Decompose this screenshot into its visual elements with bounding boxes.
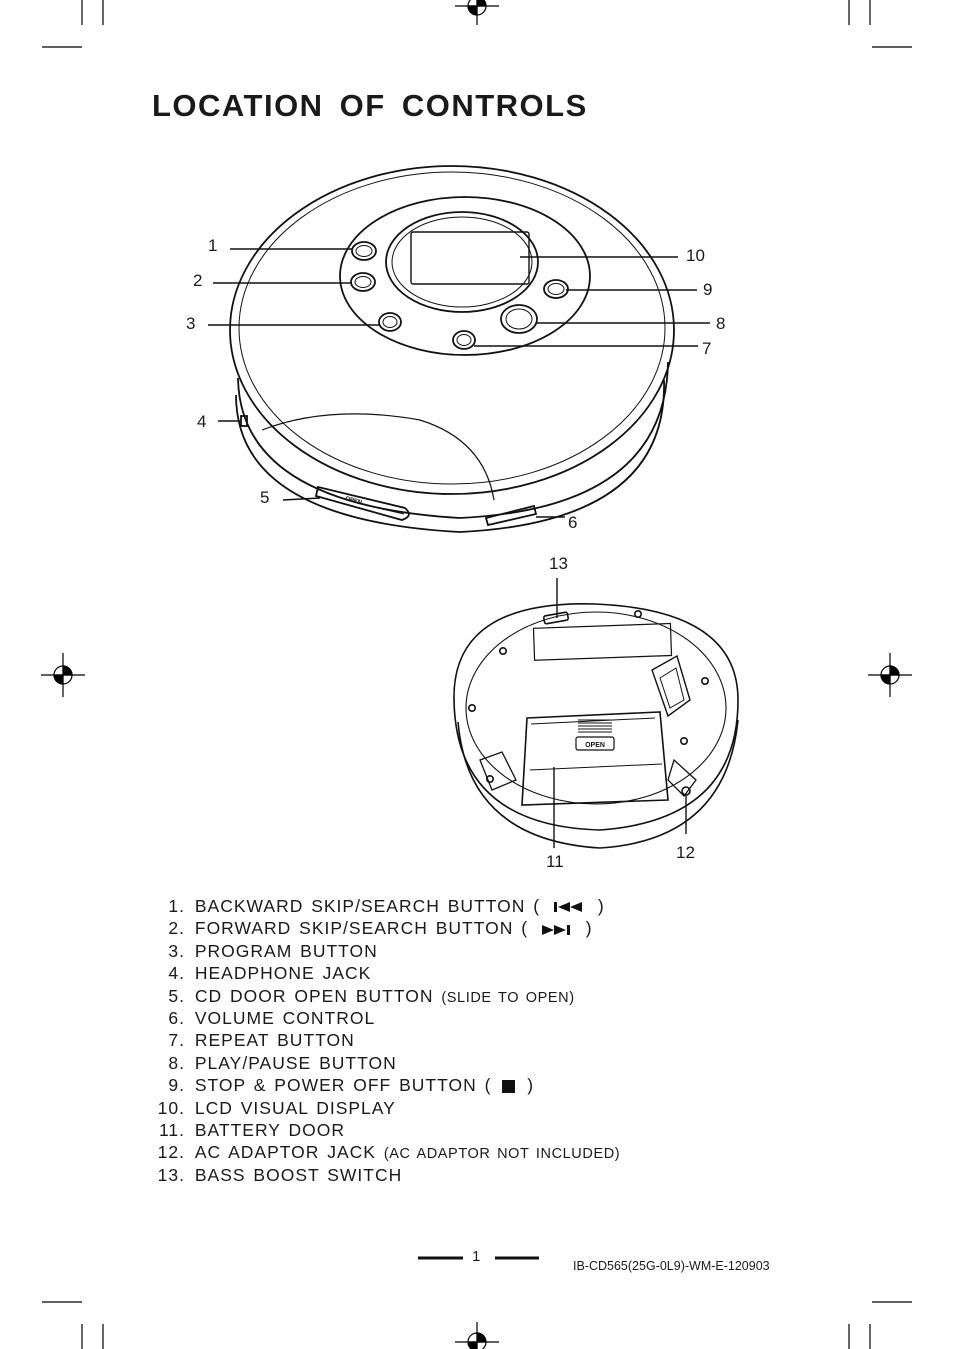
list-item: 9. STOP & POWER OFF BUTTON ( ) xyxy=(168,1075,535,1096)
callout-2: 2 xyxy=(193,271,203,290)
list-item: 2. FORWARD SKIP/SEARCH BUTTON ( ) xyxy=(168,918,593,939)
callout-4: 4 xyxy=(197,412,207,431)
open-tab-label: OPEN xyxy=(585,742,605,749)
list-item: 5. CD DOOR OPEN BUTTON (SLIDE TO OPEN) xyxy=(168,985,575,1006)
list-item: 13. BASS BOOST SWITCH xyxy=(157,1164,403,1185)
document-code: IB-CD565(25G-0L9)-WM-E-120903 xyxy=(573,1259,770,1273)
callout-8: 8 xyxy=(716,314,726,333)
callout-6: 6 xyxy=(568,513,578,532)
page-number: 1 xyxy=(472,1248,481,1265)
slide-open-label: OPEN xyxy=(344,496,363,507)
list-item: 3. PROGRAM BUTTON xyxy=(168,940,378,961)
callout-5: 5 xyxy=(260,488,270,507)
list-item: 10. LCD VISUAL DISPLAY xyxy=(157,1097,396,1118)
callout-9: 9 xyxy=(703,280,713,299)
list-item: 6. VOLUME CONTROL xyxy=(168,1007,376,1028)
list-item: 8. PLAY/PAUSE BUTTON xyxy=(168,1052,397,1073)
list-item: 7. REPEAT BUTTON xyxy=(168,1030,355,1051)
callout-11: 11 xyxy=(546,852,564,871)
list-item: 4. HEADPHONE JACK xyxy=(168,963,372,984)
list-item: 11. BATTERY DOOR xyxy=(158,1119,346,1140)
callout-13: 13 xyxy=(549,554,568,573)
page-title: LOCATION OF CONTROLS xyxy=(152,88,588,123)
callout-1: 1 xyxy=(208,236,218,255)
list-item: 1. BACKWARD SKIP/SEARCH BUTTON ( ) xyxy=(168,896,605,916)
callout-12: 12 xyxy=(676,843,695,862)
callout-3: 3 xyxy=(186,314,196,333)
callout-7: 7 xyxy=(702,339,712,358)
list-item: 12. AC ADAPTOR JACK (AC ADAPTOR NOT INCLUDED) xyxy=(157,1142,621,1163)
callout-10: 10 xyxy=(686,246,705,265)
